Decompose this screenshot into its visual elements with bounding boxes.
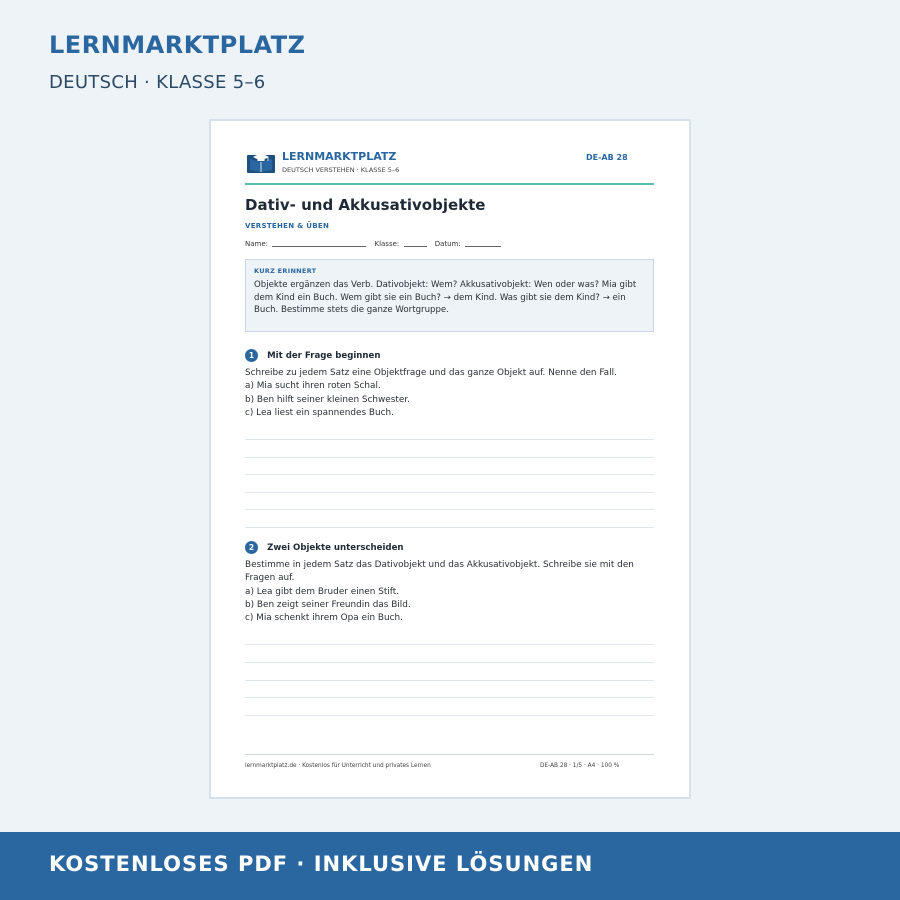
meta-fields: [245, 239, 507, 248]
date-label: Datum:: [434, 240, 461, 248]
writing-line: [245, 439, 654, 440]
task-item: b) Ben hilft seiner kleinen Schwester.: [245, 394, 410, 405]
task-number-badge: 1: [245, 349, 258, 362]
logo-name: LERNMARKTPLATZ: [282, 150, 397, 163]
name-blank: [272, 239, 366, 247]
task-instruction: Bestimme in jedem Satz das Dativobjekt und das Akkusativobjekt. Schreibe sie mit den Fragen auf.: [245, 560, 634, 584]
writing-line: [245, 492, 654, 493]
worksheet-kicker: VERSTEHEN & ÜBEN: [245, 222, 330, 230]
task-item: a) Mia sucht ihren roten Schal.: [245, 381, 381, 392]
writing-line: [245, 715, 654, 716]
date-blank: [465, 239, 501, 247]
worksheet-preview[interactable]: [209, 119, 691, 799]
writing-line: [245, 697, 654, 698]
name-label: Name:: [245, 240, 269, 248]
brand-title: LERNMARKTPLATZ: [49, 31, 306, 59]
task-instruction: Schreibe zu jedem Satz eine Objektfrage und das ganze Objekt auf. Nenne den Fall.: [245, 368, 617, 378]
worksheet-page: [211, 121, 689, 797]
task-item: c) Mia schenkt ihrem Opa ein Buch.: [245, 613, 403, 624]
sheet-id: DE-AB 28: [586, 153, 628, 162]
task-title: Zwei Objekte unterscheiden: [267, 542, 404, 553]
book-graduation-cap-icon: [247, 151, 275, 173]
task-2-body: [245, 559, 657, 625]
writing-line: [245, 644, 654, 645]
task-item: b) Ben zeigt seiner Freundin das Bild.: [245, 599, 411, 610]
class-label: Klasse:: [374, 240, 400, 248]
task-2-heading: [245, 537, 404, 551]
class-blank: [404, 239, 427, 247]
footer-left: lernmarktplatz.de · Kostenlos für Unterricht und privates Lernen: [245, 763, 431, 769]
worksheet-title: Dativ- und Akkusativobjekte: [245, 196, 486, 214]
footer-right: DE-AB 28 · 1/5 · A4 · 100 %: [540, 763, 620, 769]
reminder-box: [245, 259, 654, 332]
bottom-banner: [0, 832, 900, 900]
footer-divider: [245, 754, 654, 755]
writing-line: [245, 509, 654, 510]
header-divider: [245, 183, 654, 185]
writing-line: [245, 662, 654, 663]
writing-line: [245, 474, 654, 475]
task-1-heading: [245, 345, 381, 359]
writing-line: [245, 457, 654, 458]
reminder-text: Objekte ergänzen das Verb. Dativobjekt: Wem? Akkusativobjekt: Wen oder was? Mia gibt dem Kind ein Buch. Wem gibt sie ein Buch? → dem Kind. Was gibt sie dem Kind? → ein Buch. Bestimme stets die ganze Wortgruppe.: [254, 280, 637, 315]
task-number-badge: 2: [245, 541, 258, 554]
task-item: c) Lea liest ein spannendes Buch.: [245, 407, 394, 418]
task-item: a) Lea gibt dem Bruder einen Stift.: [245, 586, 400, 597]
banner-text: KOSTENLOSES PDF · INKLUSIVE LÖSUNGEN: [49, 852, 594, 876]
writing-line: [245, 680, 654, 681]
task-title: Mit der Frage beginnen: [267, 350, 381, 361]
task-1-body: [245, 367, 657, 420]
logo-tagline: DEUTSCH VERSTEHEN · KLASSE 5–6: [282, 166, 400, 174]
reminder-label: KURZ ERINNERT: [254, 267, 317, 275]
writing-line: [245, 527, 654, 528]
brand-subtitle: DEUTSCH · KLASSE 5–6: [49, 72, 266, 93]
